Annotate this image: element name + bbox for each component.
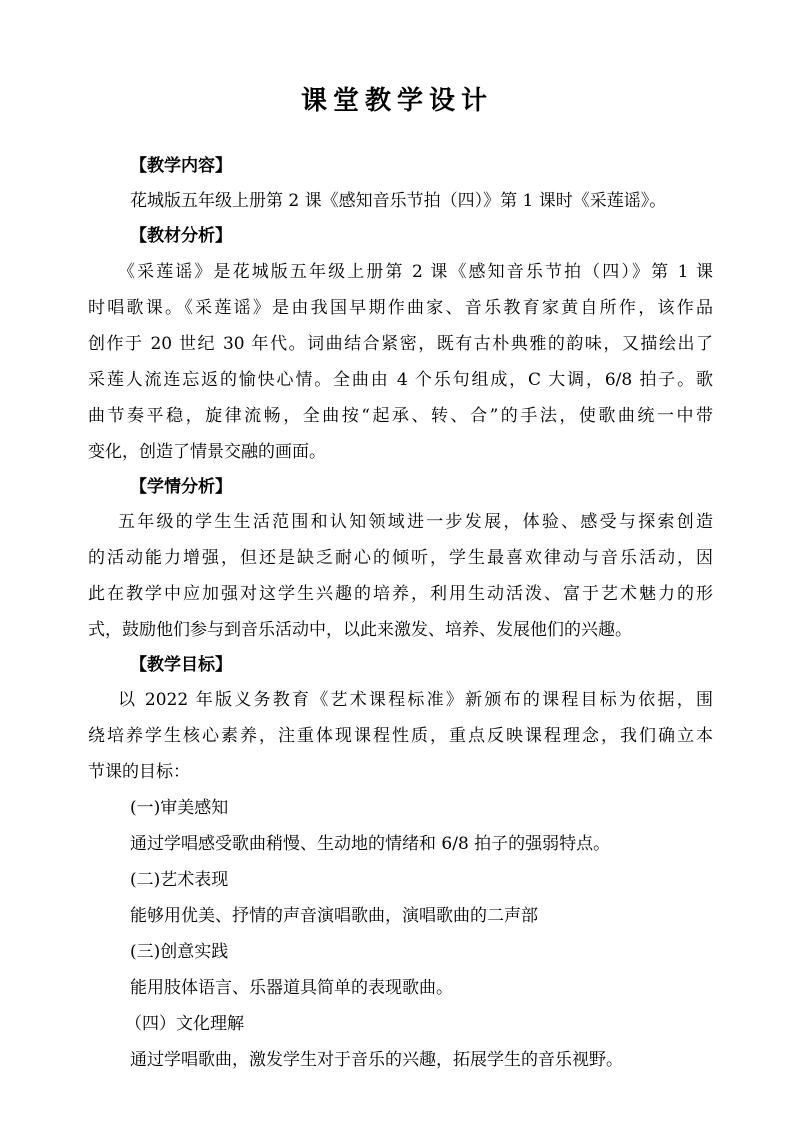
students-line: 此在教学中应加强对这学生兴趣的培养，利用生动活泼、富于艺术魅力的形	[88, 584, 713, 604]
material-line: 时唱歌课。《采莲谣》是由我国早期作曲家、音乐教育家黄自所作，该作品	[88, 298, 713, 318]
page-title: 课堂教学设计	[300, 86, 493, 116]
goal-item-label: (一)审美感知	[130, 798, 229, 818]
students-line: 式，鼓励他们参与到音乐活动中，以此来激发、培养、发展他们的兴趣。	[88, 620, 632, 640]
content-text: 花城版五年级上册第 2 课《感知音乐节拍（四）》第 1 课时《采莲谣》。	[130, 191, 667, 211]
goal-item-text: 通过学唱感受歌曲稍慢、生动地的情绪和 6/8 拍子的强弱特点。	[130, 834, 611, 854]
section-heading-students: 【学情分析】	[130, 477, 232, 497]
goal-item-text: 能够用优美、抒情的声音演唱歌曲，演唱歌曲的二声部	[130, 906, 538, 926]
goal-item-label: （四）文化理解	[125, 1014, 244, 1034]
goal-item-text: 能用肢体语言、乐器道具简单的表现歌曲。	[130, 978, 453, 998]
material-line: 采莲人流连忘返的愉快心情。全曲由 4 个乐句组成，C 大调，6/8 拍子。歌	[88, 370, 713, 390]
section-heading-content: 【教学内容】	[130, 156, 232, 176]
material-line: 创作于 20 世纪 30 年代。词曲结合紧密，既有古朴典雅的韵味，又描绘出了	[88, 334, 713, 354]
section-heading-goals: 【教学目标】	[130, 655, 232, 675]
goal-item-label: (三)创意实践	[130, 942, 229, 962]
students-line: 五年级的学生生活范围和认知领域进一步发展，体验、感受与探索创造	[118, 512, 713, 532]
material-line: 变化，创造了情景交融的画面。	[88, 442, 326, 462]
goals-line: 节课的目标：	[88, 762, 190, 782]
section-heading-material: 【教材分析】	[130, 226, 232, 246]
material-line: 《采莲谣》是花城版五年级上册第 2 课《感知音乐节拍（四）》第 1 课	[118, 262, 713, 282]
material-line: 曲节奏平稳，旋律流畅，全曲按“起承、转、合”的手法，使歌曲统一中带	[88, 406, 713, 426]
goals-line: 以 2022 年版义务教育《艺术课程标准》新颁布的课程目标为依据，围	[118, 690, 713, 710]
goal-item-text: 通过学唱歌曲，激发学生对于音乐的兴趣，拓展学生的音乐视野。	[130, 1050, 623, 1070]
goal-item-label: (二)艺术表现	[130, 870, 229, 890]
students-line: 的活动能力增强，但还是缺乏耐心的倾听，学生最喜欢律动与音乐活动，因	[88, 548, 713, 568]
goals-line: 绕培养学生核心素养，注重体现课程性质，重点反映课程理念，我们确立本	[88, 726, 713, 746]
